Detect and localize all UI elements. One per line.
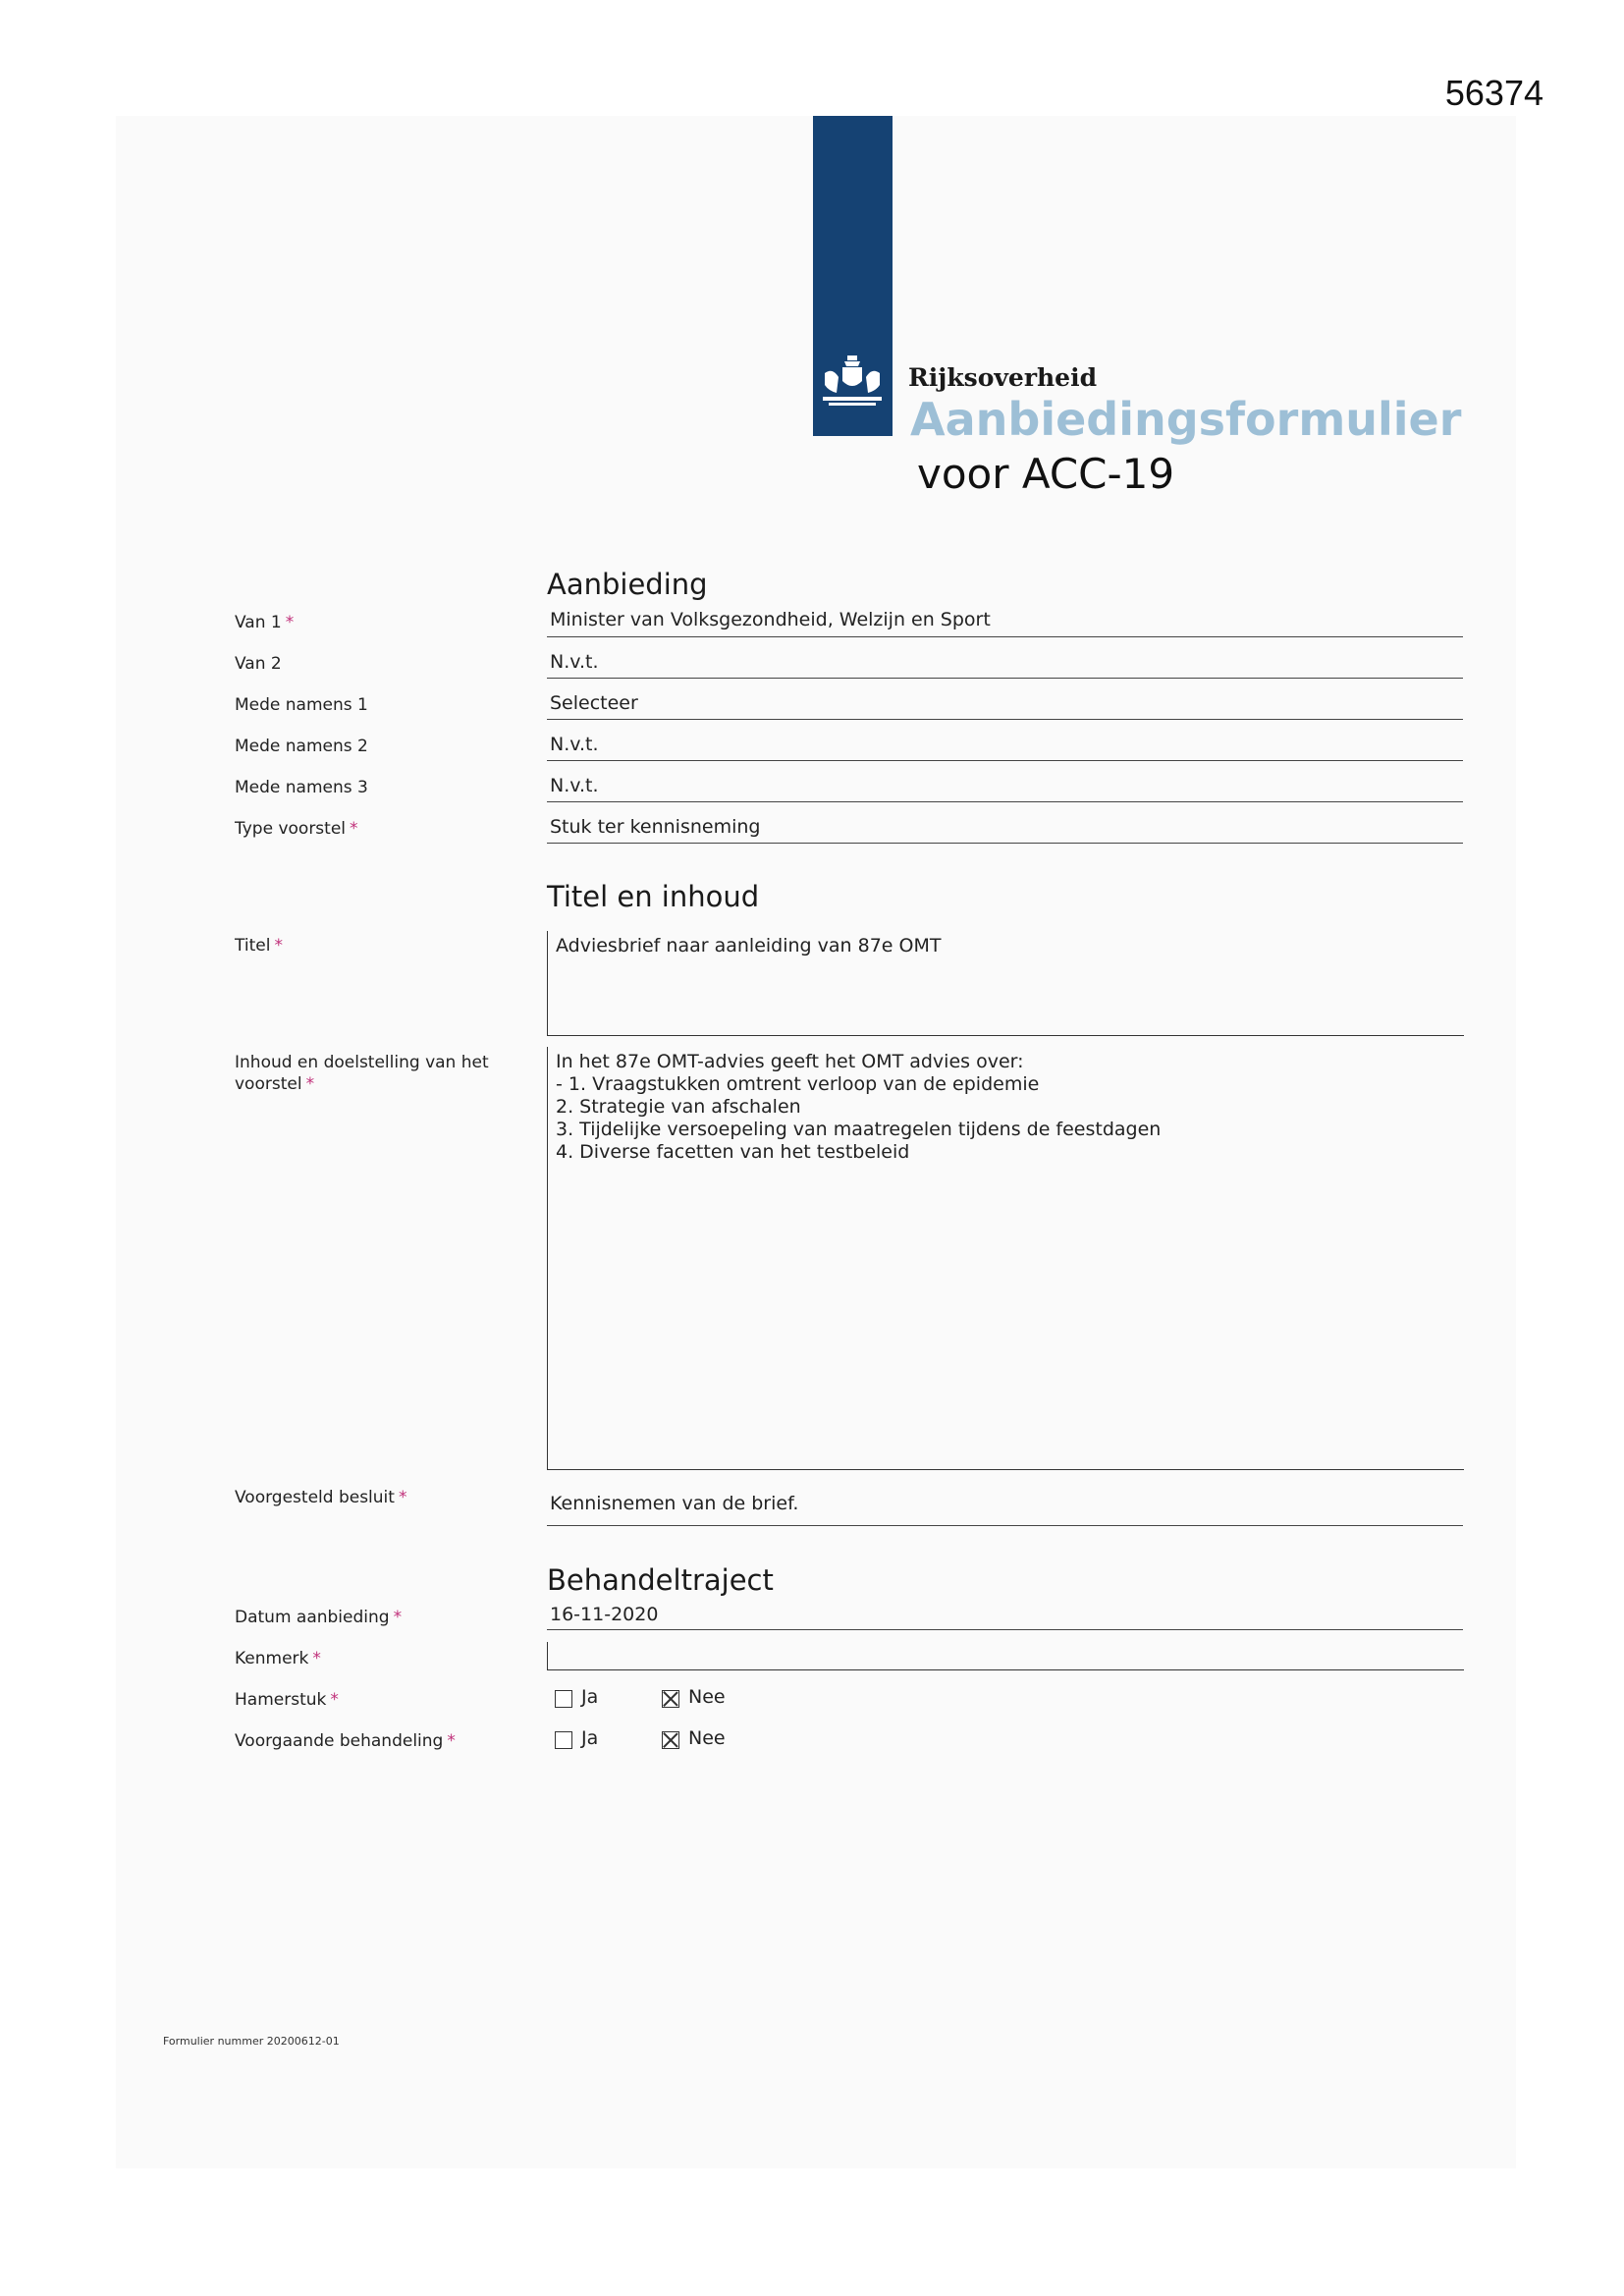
inhoud-text: In het 87e OMT-advies geeft het OMT advies over: - 1. Vraagstukken omtrent verloop van de epidemie 2. Strategie van afschalen 3. Tijdelijke versoepeling van maatregelen tijdens de feestdagen 4. Diverse facetten van het testbeleid — [556, 1051, 1162, 1163]
required-marker: * — [305, 1074, 315, 1094]
label-mede-namens-1: Mede namens 1 — [235, 695, 368, 715]
hamerstuk-ja-checkbox[interactable] — [555, 1690, 572, 1708]
label-datum-aanbieding: Datum aanbieding * — [235, 1608, 403, 1627]
label-type-voorstel: Type voorstel * — [235, 819, 358, 839]
hamerstuk-nee-label: Nee — [688, 1686, 726, 1708]
label-mede-namens-3: Mede namens 3 — [235, 778, 368, 797]
field-van-1[interactable]: Minister van Volksgezondheid, Welzijn en Sport — [550, 609, 991, 630]
form-title: Aanbiedingsformulier — [910, 393, 1462, 446]
coat-of-arms-icon — [815, 354, 890, 412]
field-van-2[interactable]: N.v.t. — [550, 651, 599, 673]
form-number-footer: Formulier nummer 20200612-01 — [163, 2035, 340, 2048]
label-inhoud-doelstelling: Inhoud en doelstelling van het voorstel * — [235, 1053, 489, 1094]
required-marker: * — [285, 613, 295, 632]
titel-text: Adviesbrief naar aanleiding van 87e OMT — [556, 935, 942, 957]
required-marker: * — [398, 1488, 407, 1507]
field-datum-aanbieding[interactable]: 16-11-2020 — [550, 1604, 659, 1625]
field-underline — [547, 636, 1463, 637]
voorgaande-nee-checkbox[interactable] — [662, 1731, 679, 1749]
required-marker: * — [312, 1649, 321, 1668]
form-subtitle: voor ACC-19 — [917, 450, 1175, 498]
label-voorgaande-behandeling: Voorgaande behandeling * — [235, 1731, 456, 1751]
required-marker: * — [447, 1731, 456, 1751]
label-kenmerk: Kenmerk * — [235, 1649, 321, 1668]
section-aanbieding-heading: Aanbieding — [547, 568, 708, 601]
voorgaande-nee-label: Nee — [688, 1727, 726, 1749]
field-mede-namens-2[interactable]: N.v.t. — [550, 734, 599, 755]
field-underline — [547, 843, 1463, 844]
label-voorgesteld-besluit: Voorgesteld besluit * — [235, 1488, 407, 1507]
field-inhoud-doelstelling[interactable] — [547, 1047, 1464, 1470]
label-hamerstuk: Hamerstuk * — [235, 1690, 339, 1710]
required-marker: * — [330, 1690, 339, 1710]
field-underline — [547, 801, 1463, 802]
required-marker: * — [274, 936, 283, 956]
label-van-2: Van 2 — [235, 654, 282, 674]
field-underline — [547, 760, 1463, 761]
document-number: 56374 — [1444, 73, 1543, 113]
required-marker: * — [393, 1608, 403, 1627]
field-underline — [547, 1525, 1463, 1526]
label-van-1: Van 1 * — [235, 613, 295, 632]
required-marker: * — [350, 819, 358, 839]
field-mede-namens-3[interactable]: N.v.t. — [550, 775, 599, 796]
hamerstuk-ja-label: Ja — [581, 1686, 599, 1708]
field-type-voorstel[interactable]: Stuk ter kennisneming — [550, 816, 761, 838]
section-behandeltraject-heading: Behandeltraject — [547, 1563, 774, 1597]
field-underline — [547, 1629, 1463, 1630]
brand-name: Rijksoverheid — [908, 363, 1098, 392]
section-titel-inhoud-heading: Titel en inhoud — [547, 880, 760, 913]
label-titel: Titel * — [235, 936, 283, 956]
field-titel[interactable] — [547, 931, 1464, 1036]
voorgaande-ja-checkbox[interactable] — [555, 1731, 572, 1749]
hamerstuk-nee-checkbox[interactable] — [662, 1690, 679, 1708]
field-voorgesteld-besluit[interactable]: Kennisnemen van de brief. — [550, 1493, 799, 1514]
field-underline — [547, 678, 1463, 679]
field-mede-namens-1[interactable]: Selecteer — [550, 692, 638, 714]
voorgaande-ja-label: Ja — [581, 1727, 599, 1749]
field-underline — [547, 719, 1463, 720]
field-kenmerk[interactable] — [547, 1642, 1464, 1670]
label-mede-namens-2: Mede namens 2 — [235, 737, 368, 756]
